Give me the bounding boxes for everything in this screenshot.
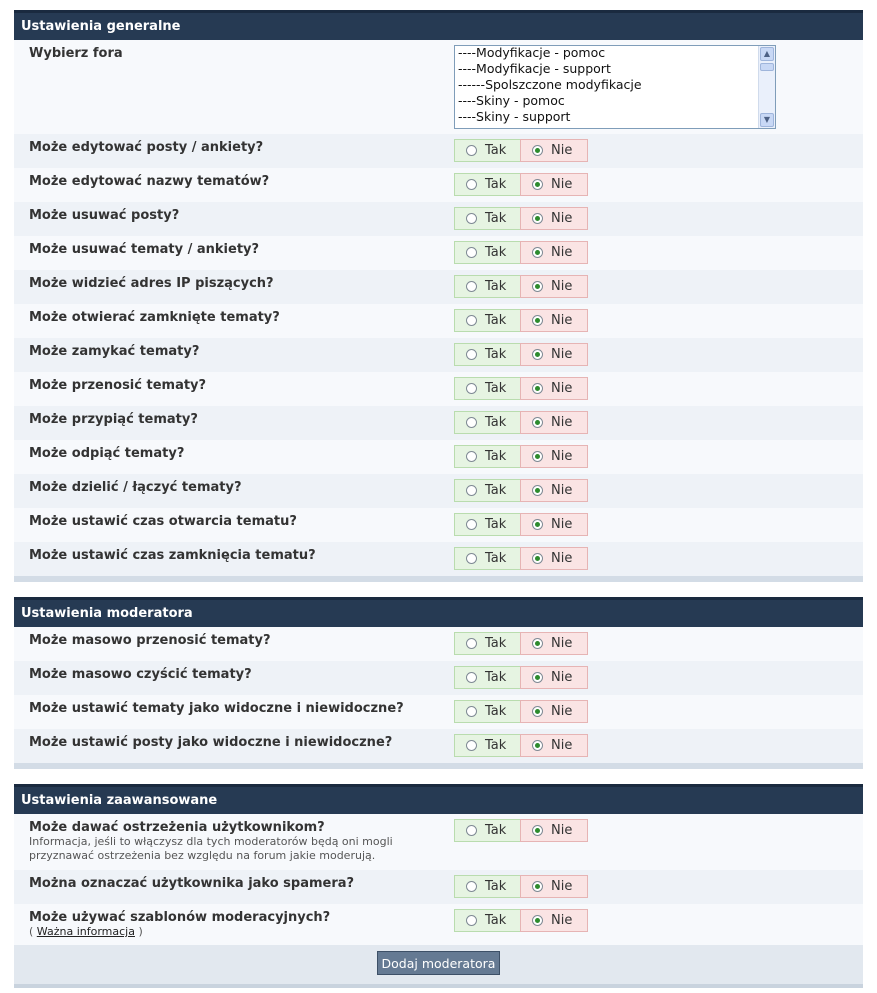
yes-no-toggle: [454, 343, 588, 366]
yes-label: Tak: [485, 279, 507, 294]
yes-no-toggle: [454, 479, 588, 502]
yes-label: Tak: [485, 738, 507, 753]
listbox-scrollbar[interactable]: [758, 46, 775, 128]
no-radio[interactable]: [532, 881, 543, 892]
yes-label: Tak: [485, 347, 507, 362]
no-label: Nie: [551, 738, 573, 753]
no-option[interactable]: [520, 632, 588, 655]
yes-option[interactable]: [454, 343, 520, 366]
important-info-link[interactable]: Ważna informacja: [36, 925, 135, 938]
no-radio[interactable]: [532, 247, 543, 258]
setting-label: Może edytować nazwy tematów?: [29, 174, 270, 189]
yes-radio[interactable]: [466, 485, 477, 496]
yes-option[interactable]: [454, 909, 520, 932]
setting-row: [14, 236, 863, 270]
no-radio[interactable]: [532, 315, 543, 326]
no-label: Nie: [551, 313, 573, 328]
yes-option[interactable]: [454, 275, 520, 298]
no-radio[interactable]: [532, 825, 543, 836]
no-radio[interactable]: [532, 519, 543, 530]
yes-no-toggle: [454, 909, 588, 932]
yes-radio[interactable]: [466, 145, 477, 156]
no-radio[interactable]: [532, 740, 543, 751]
yes-radio[interactable]: [466, 179, 477, 190]
no-option[interactable]: [520, 819, 588, 842]
no-radio[interactable]: [532, 179, 543, 190]
desc-suffix: ): [134, 925, 143, 938]
no-radio[interactable]: [532, 383, 543, 394]
no-label: Nie: [551, 704, 573, 719]
setting-label: Może otwierać zamknięte tematy?: [29, 310, 280, 325]
yes-radio[interactable]: [466, 213, 477, 224]
yes-label: Tak: [485, 415, 507, 430]
yes-option[interactable]: [454, 875, 520, 898]
yes-option[interactable]: [454, 819, 520, 842]
yes-no-toggle: [454, 734, 588, 757]
section-header: Ustawienia moderatora: [14, 597, 863, 627]
yes-radio[interactable]: [466, 553, 477, 564]
no-radio[interactable]: [532, 672, 543, 683]
no-option[interactable]: [520, 173, 588, 196]
yes-label: Tak: [485, 143, 507, 158]
yes-option[interactable]: [454, 139, 520, 162]
no-option[interactable]: [520, 909, 588, 932]
setting-label: Może edytować posty / ankiety?: [29, 140, 264, 155]
no-label: Nie: [551, 347, 573, 362]
no-option[interactable]: [520, 734, 588, 757]
setting-label: Może ustawić tematy jako widoczne i niewidoczne?: [29, 701, 404, 716]
yes-option[interactable]: [454, 666, 520, 689]
setting-label: Może ustawić czas otwarcia tematu?: [29, 514, 297, 529]
yes-radio[interactable]: [466, 519, 477, 530]
forum-select-row: [14, 40, 863, 134]
no-option[interactable]: [520, 207, 588, 230]
no-option[interactable]: [520, 275, 588, 298]
yes-radio[interactable]: [466, 281, 477, 292]
no-label: Nie: [551, 517, 573, 532]
yes-radio[interactable]: [466, 915, 477, 926]
setting-row: [14, 542, 863, 576]
no-label: Nie: [551, 381, 573, 396]
yes-label: Tak: [485, 177, 507, 192]
no-radio[interactable]: [532, 706, 543, 717]
setting-row: [14, 168, 863, 202]
yes-option[interactable]: [454, 734, 520, 757]
setting-row: [14, 134, 863, 168]
yes-radio[interactable]: [466, 349, 477, 360]
yes-radio[interactable]: [466, 881, 477, 892]
setting-row: [14, 695, 863, 729]
scroll-up-arrow-icon[interactable]: ▲: [760, 47, 774, 61]
yes-radio[interactable]: [466, 451, 477, 462]
section-header: Ustawienia zaawansowane: [14, 784, 863, 814]
setting-row: [14, 202, 863, 236]
forum-option[interactable]: ----Modyfikacje - pomoc: [458, 45, 606, 60]
no-option[interactable]: [520, 139, 588, 162]
no-label: Nie: [551, 449, 573, 464]
yes-label: Tak: [485, 704, 507, 719]
forum-select-label: Wybierz fora: [29, 46, 123, 61]
setting-label: Może ustawić czas zamknięcia tematu?: [29, 548, 316, 563]
setting-row: [14, 814, 863, 870]
yes-option[interactable]: [454, 173, 520, 196]
yes-no-toggle: [454, 547, 588, 570]
yes-option[interactable]: [454, 241, 520, 264]
yes-label: Tak: [485, 211, 507, 226]
desc-prefix: (: [29, 925, 37, 938]
section-footer: [14, 576, 863, 582]
setting-row: [14, 406, 863, 440]
scroll-down-arrow-icon[interactable]: ▼: [760, 113, 774, 127]
no-radio[interactable]: [532, 349, 543, 360]
yes-no-toggle: [454, 819, 588, 842]
no-option[interactable]: [520, 547, 588, 570]
yes-radio[interactable]: [466, 383, 477, 394]
yes-option[interactable]: [454, 547, 520, 570]
yes-label: Tak: [485, 245, 507, 260]
forum-option[interactable]: ----Skiny - support: [458, 109, 571, 124]
forum-option[interactable]: ----Skiny - pomoc: [458, 93, 565, 108]
yes-label: Tak: [485, 313, 507, 328]
yes-no-toggle: [454, 173, 588, 196]
section-moderator: [14, 597, 863, 769]
yes-radio[interactable]: [466, 672, 477, 683]
yes-radio[interactable]: [466, 740, 477, 751]
yes-label: Tak: [485, 517, 507, 532]
yes-label: Tak: [485, 483, 507, 498]
setting-row: [14, 870, 863, 904]
yes-no-toggle: [454, 139, 588, 162]
no-radio[interactable]: [532, 281, 543, 292]
yes-radio[interactable]: [466, 315, 477, 326]
yes-no-toggle: [454, 411, 588, 434]
no-option[interactable]: [520, 513, 588, 536]
section-footer: [14, 763, 863, 769]
yes-option[interactable]: [454, 445, 520, 468]
no-option[interactable]: [520, 309, 588, 332]
yes-option[interactable]: [454, 207, 520, 230]
yes-no-toggle: [454, 513, 588, 536]
yes-no-toggle: [454, 666, 588, 689]
no-radio[interactable]: [532, 213, 543, 224]
section-general: [14, 10, 863, 582]
no-label: Nie: [551, 670, 573, 685]
yes-option[interactable]: [454, 377, 520, 400]
yes-label: Tak: [485, 551, 507, 566]
no-option[interactable]: [520, 411, 588, 434]
setting-label: Może masowo czyścić tematy?: [29, 667, 252, 682]
no-option[interactable]: [520, 875, 588, 898]
setting-label: Może widzieć adres IP piszących?: [29, 276, 274, 291]
no-option[interactable]: [520, 445, 588, 468]
yes-option[interactable]: [454, 513, 520, 536]
form-footer-line: [14, 984, 863, 988]
no-label: Nie: [551, 143, 573, 158]
setting-row: [14, 304, 863, 338]
yes-no-toggle: [454, 377, 588, 400]
no-radio[interactable]: [532, 485, 543, 496]
no-radio[interactable]: [532, 417, 543, 428]
no-option[interactable]: [520, 377, 588, 400]
setting-label: Może masowo przenosić tematy?: [29, 633, 271, 648]
yes-radio[interactable]: [466, 417, 477, 428]
scrollbar-thumb[interactable]: [760, 63, 774, 71]
add-moderator-button[interactable]: Dodaj moderatora: [377, 951, 500, 975]
no-radio[interactable]: [532, 553, 543, 564]
yes-radio[interactable]: [466, 706, 477, 717]
setting-description: Informacja, jeśli to włączysz dla tych moderatorów będą oni mogli przyznawać ostrzeżenia bez względu na forum jakie moderują.: [29, 835, 393, 862]
no-label: Nie: [551, 245, 573, 260]
no-option[interactable]: [520, 343, 588, 366]
yes-option[interactable]: [454, 411, 520, 434]
forum-option[interactable]: ------Spolszczone modyfikacje: [458, 77, 642, 92]
setting-description: [29, 925, 429, 939]
section-advanced: [14, 784, 863, 945]
yes-option[interactable]: [454, 479, 520, 502]
yes-no-toggle: [454, 700, 588, 723]
setting-label: Może przenosić tematy?: [29, 378, 207, 393]
setting-row: [14, 729, 863, 763]
yes-label: Tak: [485, 823, 507, 838]
setting-label: Może zamykać tematy?: [29, 344, 200, 359]
setting-label: Może usuwać tematy / ankiety?: [29, 242, 260, 257]
yes-label: Tak: [485, 913, 507, 928]
yes-label: Tak: [485, 879, 507, 894]
setting-label: Może ustawić posty jako widoczne i niewidoczne?: [29, 735, 393, 750]
no-label: Nie: [551, 551, 573, 566]
yes-no-toggle: [454, 632, 588, 655]
setting-row: [14, 474, 863, 508]
yes-option[interactable]: [454, 700, 520, 723]
forum-listbox[interactable]: [454, 45, 776, 129]
yes-no-toggle: [454, 445, 588, 468]
setting-label: Może dzielić / łączyć tematy?: [29, 480, 242, 495]
no-label: Nie: [551, 913, 573, 928]
no-option[interactable]: [520, 241, 588, 264]
setting-label: Może używać szablonów moderacyjnych?: [29, 910, 331, 925]
no-label: Nie: [551, 879, 573, 894]
setting-row: [14, 270, 863, 304]
no-label: Nie: [551, 415, 573, 430]
yes-option[interactable]: [454, 632, 520, 655]
no-label: Nie: [551, 483, 573, 498]
no-radio[interactable]: [532, 145, 543, 156]
submit-bar: [14, 945, 863, 984]
yes-radio[interactable]: [466, 247, 477, 258]
setting-row: [14, 440, 863, 474]
yes-option[interactable]: [454, 309, 520, 332]
yes-no-toggle: [454, 241, 588, 264]
setting-row: [14, 661, 863, 695]
setting-label: Może przypiąć tematy?: [29, 412, 198, 427]
setting-row: [14, 627, 863, 661]
setting-row: [14, 338, 863, 372]
yes-no-toggle: [454, 875, 588, 898]
yes-radio[interactable]: [466, 638, 477, 649]
no-label: Nie: [551, 823, 573, 838]
no-option[interactable]: [520, 479, 588, 502]
yes-no-toggle: [454, 207, 588, 230]
setting-row: [14, 372, 863, 406]
setting-row: [14, 508, 863, 542]
no-label: Nie: [551, 636, 573, 651]
setting-label: Może dawać ostrzeżenia użytkownikom?: [29, 820, 325, 835]
no-radio[interactable]: [532, 638, 543, 649]
setting-label: Można oznaczać użytkownika jako spamera?: [29, 876, 355, 891]
yes-radio[interactable]: [466, 825, 477, 836]
yes-no-toggle: [454, 275, 588, 298]
no-label: Nie: [551, 177, 573, 192]
yes-label: Tak: [485, 636, 507, 651]
yes-label: Tak: [485, 670, 507, 685]
setting-row: [14, 904, 863, 945]
no-label: Nie: [551, 279, 573, 294]
setting-label: Może usuwać posty?: [29, 208, 180, 223]
yes-label: Tak: [485, 449, 507, 464]
forum-option[interactable]: ----Modyfikacje - support: [458, 61, 611, 76]
yes-no-toggle: [454, 309, 588, 332]
no-option[interactable]: [520, 700, 588, 723]
section-header: Ustawienia generalne: [14, 10, 863, 40]
no-label: Nie: [551, 211, 573, 226]
no-radio[interactable]: [532, 915, 543, 926]
yes-label: Tak: [485, 381, 507, 396]
setting-label: Może odpiąć tematy?: [29, 446, 185, 461]
no-option[interactable]: [520, 666, 588, 689]
no-radio[interactable]: [532, 451, 543, 462]
